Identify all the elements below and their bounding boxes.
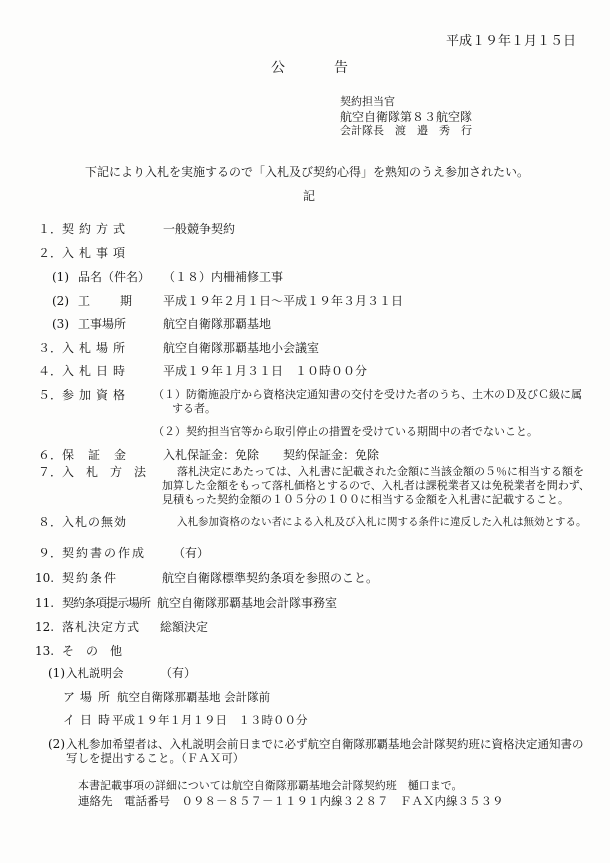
issuer-role: 契約担当官 (340, 95, 395, 108)
section-number: ５． (38, 388, 63, 402)
section-value: 航空自衛隊那覇基地会計隊事務室 (157, 596, 338, 610)
section-value: （有） (173, 546, 210, 560)
subitem-value: 平成１９年２月１日～平成１９年３月３１日 (163, 294, 404, 308)
section-number: 11. (35, 596, 55, 610)
briefing-place-value: 航空自衛隊那覇基地 会計隊前 (117, 690, 271, 704)
qualification-line: （１）防衛施設庁から資格決定通知書の交付を受けた者のうち、土木のＤ及びＣ級に属 (153, 388, 582, 401)
section-value: 入札参加資格のない者による入札及び入札に関する条件に違反した入札は無効とする。 (177, 516, 587, 528)
subitem-label: 工事場所 (78, 317, 127, 331)
section-number: １． (38, 222, 63, 236)
briefing-place-label: 場所 (80, 690, 117, 704)
bid-method-line: 落札決定にあたっては、入札書に記載された金額に当該金額の５％に相当する額を (177, 465, 584, 478)
briefing-value: （有） (160, 666, 197, 680)
section-label: 入札日時 (62, 364, 131, 378)
section-number: ４． (38, 364, 63, 378)
qualification-line: （２）契約担当官等から取引停止の措置を受けている期間中の者でないこと。 (153, 425, 538, 438)
section-label: 保 証 金 (62, 448, 128, 462)
section-label: 入札の無効 (62, 515, 128, 529)
briefing-time-value: 平成１９年１月１９日 １３時００分 (112, 713, 308, 727)
intro-text: 下記により入札を実施するので「入札及び契約心得」を熟知のうえ参加されたい。 (85, 165, 530, 179)
section-value: 総額決定 (160, 620, 209, 634)
subitem-number: (2) (52, 294, 69, 308)
notice-title: 公 告 (271, 60, 355, 76)
section-number: 12. (35, 620, 55, 634)
subitem-value: （１８）内柵補修工事 (163, 270, 284, 284)
section-number: 10. (35, 571, 55, 585)
section-number: ２． (38, 246, 63, 260)
subitem-value: 航空自衛隊那覇基地 (163, 317, 272, 331)
section-number: ８． (38, 515, 63, 529)
section-label: 落札決定方式 (62, 620, 141, 634)
section-label: 入札事項 (62, 246, 131, 260)
briefing-time-marker: イ (63, 713, 76, 727)
briefing-time-label: 日時 (80, 713, 117, 727)
section-number: ３． (38, 341, 63, 355)
footer-contact-line: 連絡先 電話番号 ０９８－８５７－１１９１内線３２８７ ＦＡＸ内線３５３９ (78, 794, 504, 808)
briefing-place-marker: ア (63, 690, 76, 704)
bid-method-line: 見積もった契約金額の１０５分の１００に相当する金額を入札書に記載すること。 (162, 493, 569, 506)
briefing-number: (1) (48, 666, 65, 680)
section-label: 契約書の作成 (62, 546, 147, 560)
qualification-line: する者。 (172, 402, 216, 415)
subitem-number: (3) (52, 317, 69, 331)
section-label: 契約条件 (62, 571, 119, 585)
subitem-label: 品名（件名） (78, 270, 151, 284)
section-label: 入 札 方 法 (62, 465, 147, 479)
section-number: ６． (38, 448, 63, 462)
notice-date: 平成１９年１月１５日 (446, 34, 577, 49)
issuer-name: 会計隊長 渡 邉 秀 行 (340, 124, 472, 137)
section-label: 契約方式 (62, 222, 131, 236)
section-value: 平成１９年１月３１日 １０時００分 (163, 364, 368, 378)
section-label: 入札場所 (62, 341, 131, 355)
section-value: 一般競争契約 (163, 222, 236, 236)
section-label: 参加資格 (62, 388, 131, 402)
section-value: 入札保証金：免除 契約保証金：免除 (163, 448, 380, 462)
footer-line: 本書記載事項の詳細については航空自衛隊那覇基地会計隊契約班 樋口まで。 (78, 779, 463, 792)
issuer-unit: 航空自衛隊第８３航空隊 (340, 110, 473, 124)
section-label: そ の 他 (62, 644, 123, 658)
subitem-number: (1) (52, 270, 69, 284)
bid-method-line: 加算した金額をもって落札価格とするので、入札者は課税業者又は免税業者を問わず、 (162, 479, 590, 492)
section-number: ９． (38, 546, 63, 560)
section-value: 航空自衛隊那覇基地小会議室 (163, 341, 320, 355)
subitem-label: 工 期 (78, 294, 135, 308)
note-line: 写しを提出すること。（ＦＡＸ可） (66, 751, 245, 765)
ki-heading: 記 (303, 189, 316, 203)
section-label: 契約条項提示場所 (62, 596, 151, 610)
briefing-label: 入札説明会 (66, 666, 124, 680)
note-number: (2) (48, 737, 65, 751)
note-line: 入札参加希望者は、入札説明会前日までに必ず航空自衛隊那覇基地会計隊契約班に資格決定通知書の (66, 737, 584, 751)
section-value: 航空自衛隊標準契約条項を参照のこと。 (162, 571, 379, 585)
section-number: 13. (35, 644, 55, 658)
section-number: ７． (38, 465, 63, 479)
